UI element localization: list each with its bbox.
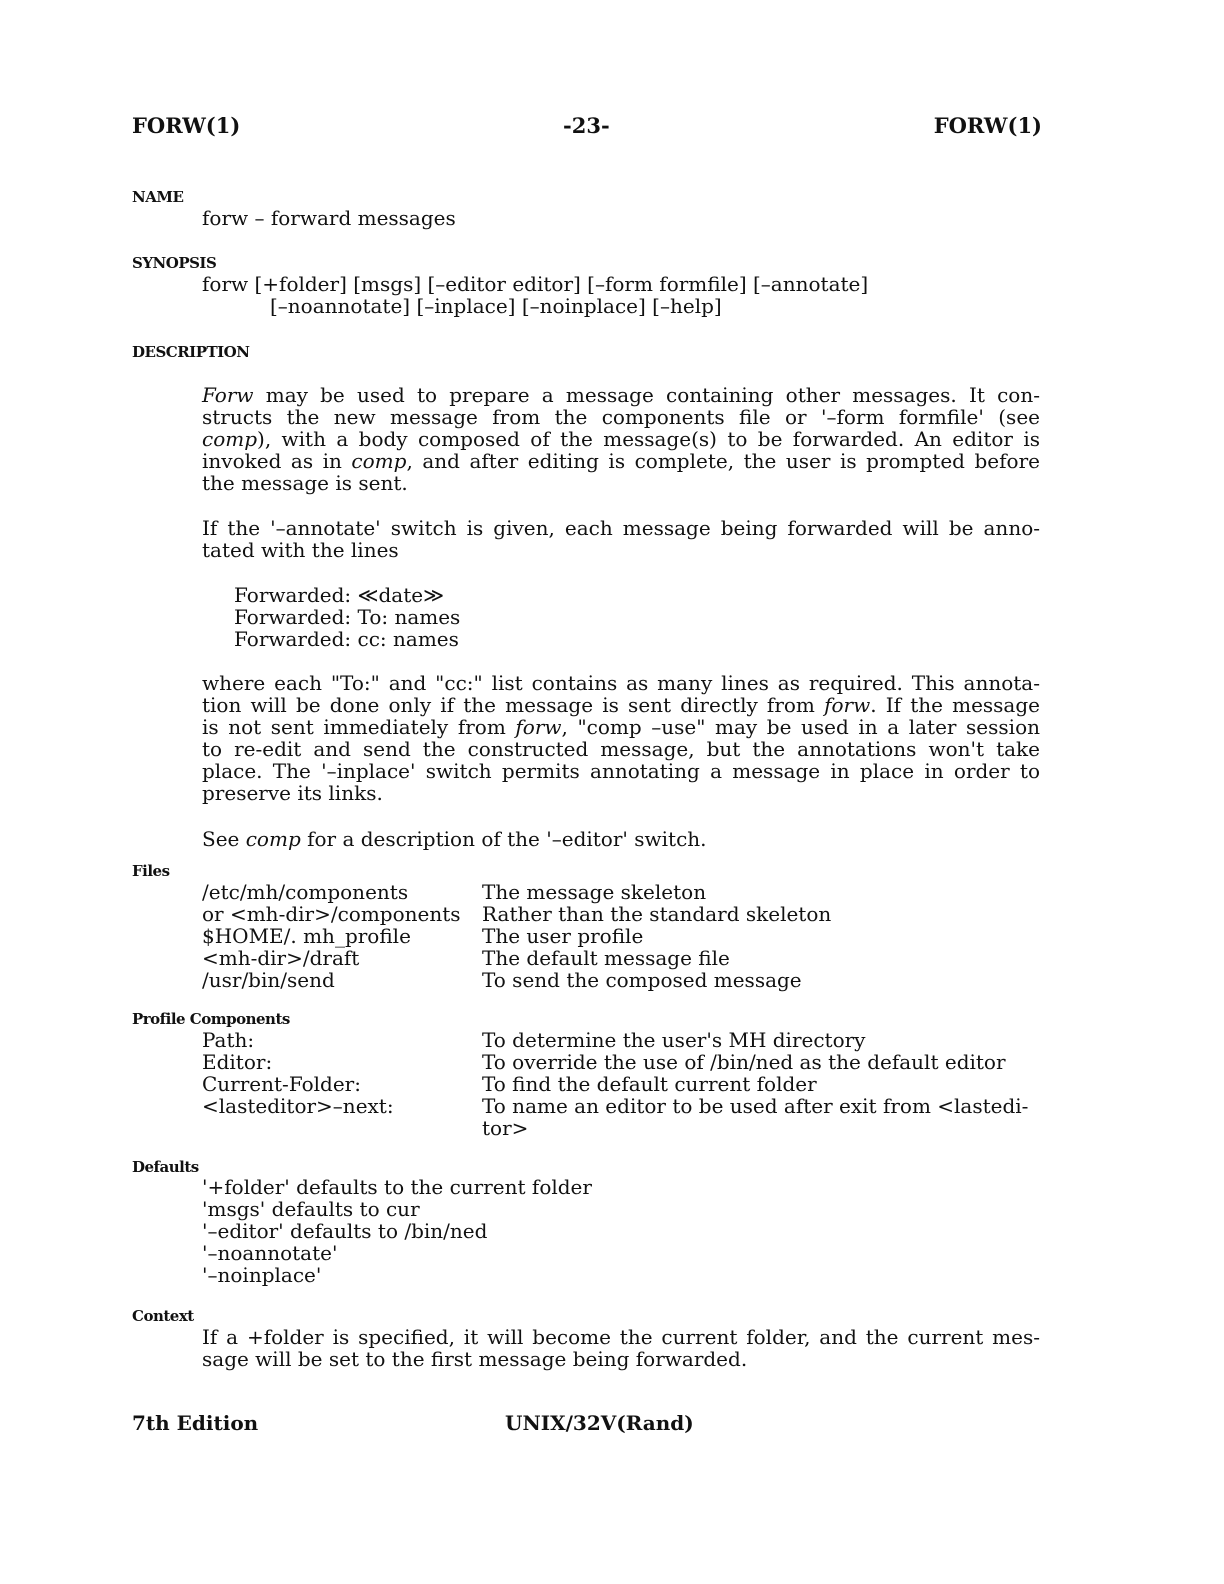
paragraph-line: where each "To:" and "cc:" list contains as many lines as required. This annota-	[202, 671, 1040, 695]
command-name: comp	[245, 827, 301, 851]
paragraph-line: tated with the lines	[202, 538, 399, 562]
command-name: forw	[515, 715, 562, 739]
header-right: FORW(1)	[933, 113, 1042, 138]
files-row: <mh-dir>/draft	[202, 946, 360, 970]
profile-row-desc: To name an editor to be used after exit from <lastedi-	[482, 1094, 1029, 1118]
files-row-desc: The default message file	[482, 946, 730, 970]
paragraph-line: place. The '–inplace' switch permits annotating a message in place in order to	[202, 759, 1040, 783]
name-heading: NAME	[132, 188, 184, 206]
paragraph-line: preserve its links.	[202, 781, 383, 805]
defaults-line: '–noinplace'	[202, 1263, 322, 1287]
footer-edition: 7th Edition	[132, 1411, 259, 1435]
files-row-desc: To send the composed message	[482, 968, 802, 992]
description-paragraph-1	[202, 384, 1040, 494]
files-heading: Files	[132, 862, 170, 880]
paragraph-line: If the '–annotate' switch is given, each message being forwarded will be anno-	[202, 516, 1040, 540]
annotation-line-cc: Forwarded: cc: names	[234, 627, 459, 651]
command-name: comp	[351, 449, 407, 473]
defaults-line: '–noannotate'	[202, 1241, 338, 1265]
paragraph-line: sage will be set to the first message being forwarded.	[202, 1347, 748, 1371]
description-paragraph-4: See comp for a description of the '–editor' switch.	[202, 827, 707, 851]
profile-row-desc: To determine the user's MH directory	[482, 1028, 866, 1052]
files-row-desc: The user profile	[482, 924, 644, 948]
defaults-line: 'msgs' defaults to cur	[202, 1197, 420, 1221]
paragraph-line: to re-edit and send the constructed message, but the annotations won't take	[202, 737, 1040, 761]
files-row: $HOME/. mh_profile	[202, 924, 411, 948]
paragraph-line: is not sent immediately from forw, "comp –use" may be used in a later session	[202, 715, 1040, 739]
command-name: forw	[824, 693, 871, 717]
files-row-desc: The message skeleton	[482, 880, 707, 904]
files-row: /etc/mh/components	[202, 880, 409, 904]
annotation-line-to: Forwarded: To: names	[234, 605, 461, 629]
name-text: forw – forward messages	[202, 206, 456, 230]
description-paragraph-3	[202, 672, 1040, 804]
context-paragraph	[202, 1326, 1040, 1370]
profile-row: Path:	[202, 1028, 255, 1052]
defaults-heading: Defaults	[132, 1158, 199, 1176]
context-heading: Context	[132, 1307, 194, 1325]
paragraph-line: the message is sent.	[202, 471, 408, 495]
synopsis-line-1: forw [+folder] [msgs] [–editor editor] [–form formfile] [–annotate]	[202, 272, 869, 296]
paragraph-line: If a +folder is specified, it will become the current folder, and the current mes-	[202, 1325, 1040, 1349]
paragraph-line: tion will be done only if the message is sent directly from forw. If the message	[202, 693, 1040, 717]
command-name: comp	[202, 427, 258, 451]
profile-row: Editor:	[202, 1050, 273, 1074]
synopsis-line-2: [–noannotate] [–inplace] [–noinplace] [–help]	[270, 294, 722, 318]
header-left: FORW(1)	[132, 113, 241, 138]
paragraph-line: invoked as in comp, and after editing is complete, the user is prompted before	[202, 449, 1040, 473]
command-name: Forw	[202, 383, 254, 407]
paragraph-line: Forw may be used to prepare a message containing other messages. It con-	[202, 383, 1040, 407]
annotation-line-date: Forwarded: ≪date≫	[234, 583, 444, 607]
profile-row: <lasteditor>–next:	[202, 1094, 394, 1118]
paragraph-line: structs the new message from the components file or '–form formfile' (see	[202, 405, 1040, 429]
description-heading: DESCRIPTION	[132, 343, 250, 361]
files-row-desc: Rather than the standard skeleton	[482, 902, 832, 926]
page-number: -23-	[563, 113, 610, 138]
files-row: or <mh-dir>/components	[202, 902, 461, 926]
profile-row-desc-cont: tor>	[482, 1116, 529, 1140]
paragraph-line: comp), with a body composed of the message(s) to be forwarded. An editor is	[202, 427, 1040, 451]
profile-heading: Profile Components	[132, 1010, 290, 1028]
defaults-line: '–editor' defaults to /bin/ned	[202, 1219, 488, 1243]
description-paragraph-2	[202, 517, 1040, 561]
synopsis-heading: SYNOPSIS	[132, 254, 217, 272]
profile-row: Current-Folder:	[202, 1072, 361, 1096]
profile-row-desc: To find the default current folder	[482, 1072, 817, 1096]
files-row: /usr/bin/send	[202, 968, 335, 992]
footer-system: UNIX/32V(Rand)	[505, 1411, 694, 1435]
defaults-line: '+folder' defaults to the current folder	[202, 1175, 592, 1199]
profile-row-desc: To override the use of /bin/ned as the default editor	[482, 1050, 1006, 1074]
